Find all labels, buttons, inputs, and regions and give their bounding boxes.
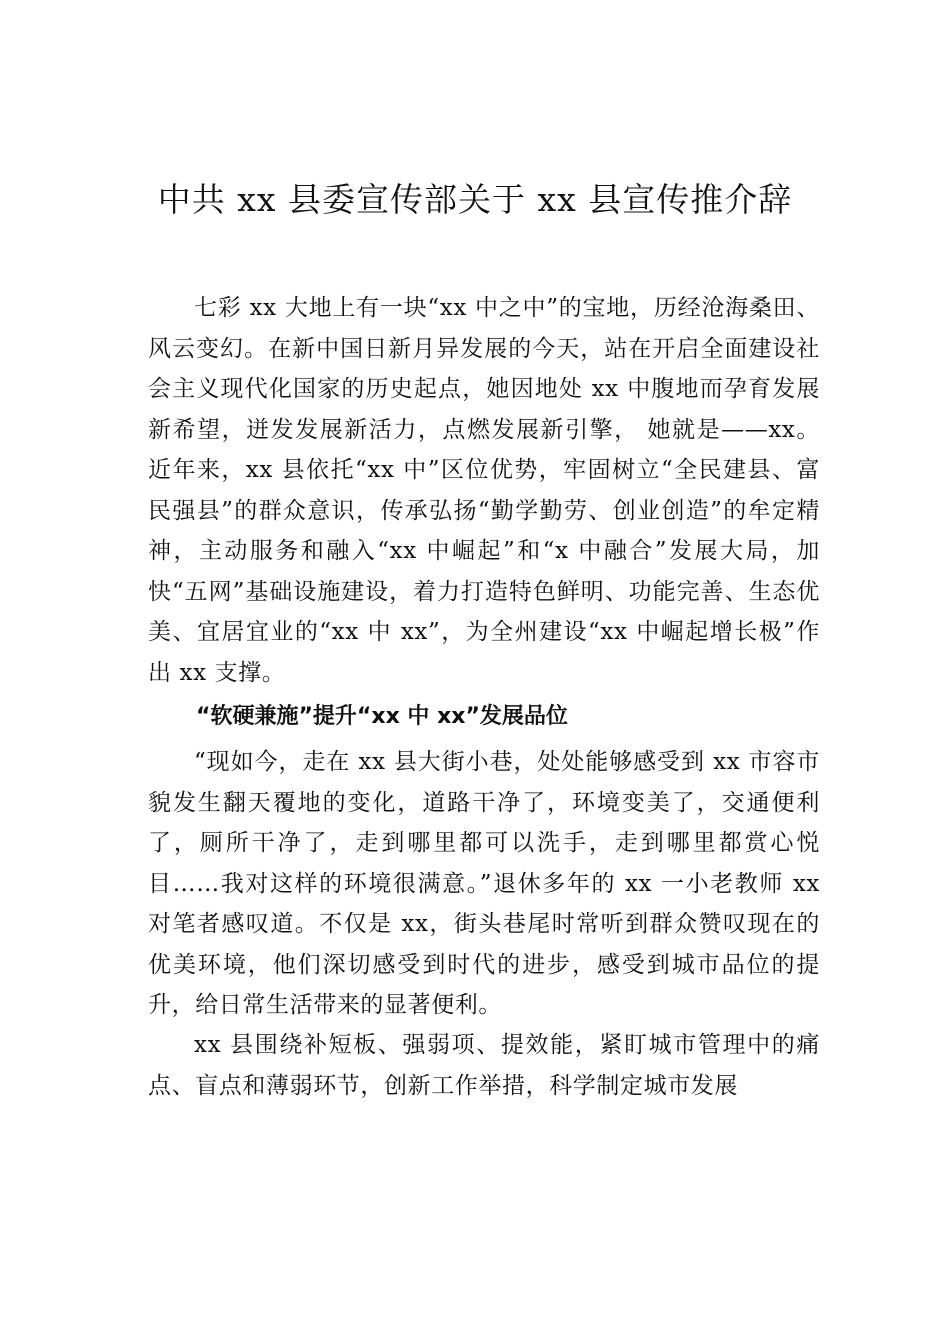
intro-paragraph: 七彩 xx 大地上有一块“xx 中之中”的宝地，历经沧海桑田、风云变幻。在新中国日新月异发展的今天，站在开启全面建设社会主义现代化国家的历史起点，她因地处 xx 中腹地而孕育发展新希望，迸发发展新活力，点燃发展新引擎， 她就是——xx。近年来，xx 县依托“xx 中”区位优势，牢固树立“全民建县、富民强县”的群众意识，传承弘扬“勤学勤劳、创业创造”的牟定精神，主动服务和融入“xx 中崛起”和“x 中融合”发展大局，加快“五网”基础设施建设，着力打造特色鲜明、功能完善、生态优美、宜居宜业的“xx 中 xx”，为全州建设“xx 中崛起增长极”作出 xx 支撑。: [148, 295, 820, 686]
section-heading: “软硬兼施”提升“xx 中 xx”发展品位: [196, 704, 568, 729]
measures-paragraph: xx 县围绕补短板、强弱项、提效能，紧盯城市管理中的痛点、盲点和薄弱环节，创新工作举措，科学制定城市发展: [148, 1032, 820, 1099]
quote-paragraph: “现如今，走在 xx 县大街小巷，处处能够感受到 xx 市容市貌发生翻天覆地的变化，道路干净了，环境变美了，交通便利了，厕所干净了，走到哪里都可以洗手，走到哪里都赏心悦目……我对这样的环境很满意。”退休多年的 xx 一小老教师 xx 对笔者感叹道。不仅是 xx，街头巷尾时常听到群众赞叹现在的优美环境，他们深切感受到时代的进步，感受到城市品位的提升，给日常生活带来的显著便利。: [148, 749, 820, 1018]
document-title: 中共 xx 县委宣传部关于 xx 县宣传推介辞: [157, 180, 793, 219]
